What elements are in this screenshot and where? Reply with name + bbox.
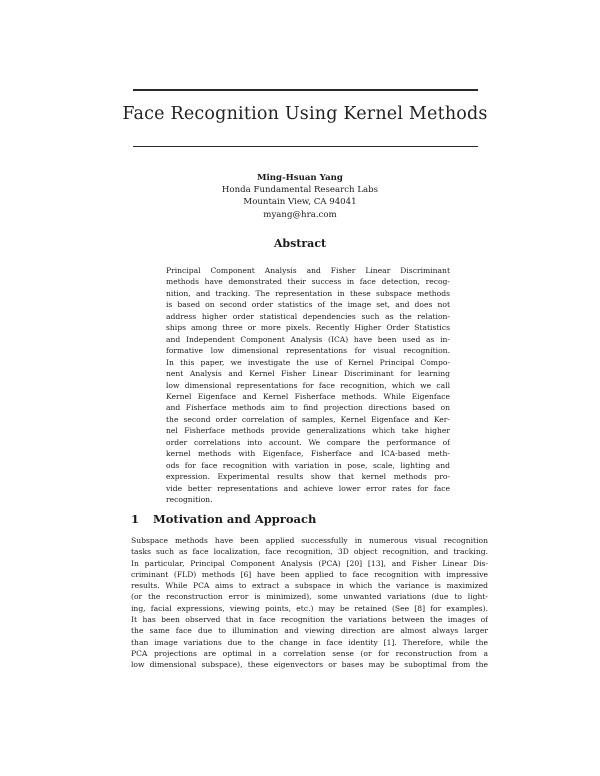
abstract-line: nition, and tracking. The representation in these subspace methods [166,288,450,298]
abstract-line: nel Fisherface methods provide generalizations which take higher [166,426,450,436]
body-line: criminant (FLD) methods [6] have been applied to face recognition with impressive [131,569,488,579]
section-number: 1 [131,512,140,526]
abstract-line: nent Analysis and Kernel Fisher Linear Discriminant for learning [166,369,450,379]
author-email: myang@hra.com [263,209,337,220]
body-line: results. While PCA aims to extract a subspace in which the variance is maximized [131,581,488,591]
author-affiliation: Honda Fundamental Research Labs [221,185,379,196]
body-line: the same face due to illumination and viewing direction are almost always larger [131,626,488,636]
abstract-line: Kernel Eigenface and Kernel Fisherface methods. While Eigenface [166,391,450,401]
abstract-line: formative low dimensional representations for visual recognition. [166,346,450,356]
abstract-line: address higher order statistical dependencies such as the relation- [166,311,450,321]
author-name: Ming-Hsuan Yang [257,173,343,183]
body-line: Subspace methods have been applied successfully in numerous visual recognition [131,536,488,545]
abstract-line: ships among three or more pixels. Recently Higher Order Statistics [166,323,450,333]
abstract-line: the second order correlation of samples, Kernel Eigenface and Ker- [166,414,450,424]
author-block [150,172,450,221]
title-bottom-rule [133,146,478,147]
author-location: Mountain View, CA 94041 [243,197,357,208]
abstract-line: ods for face recognition with variation in pose, scale, lighting and [166,460,450,470]
body-line: tasks such as face localization, face recognition, 3D object recognition, and tracking. [131,547,488,557]
abstract-line: is based on second order statistics of the image set, and does not [166,300,450,310]
abstract-line: low dimensional representations for face recognition, which we call [166,380,450,390]
abstract-line: and Fisherface methods aim to find projection directions based on [166,403,450,413]
body-line: PCA projections are optimal in a correlation sense (or for reconstruction from a [131,648,488,658]
abstract-line: and Independent Component Analysis (ICA) have been used as in- [166,334,450,344]
abstract-line: Principal Component Analysis and Fisher Linear Discriminant [166,266,450,275]
body-line: low dimensional subspace), these eigenvectors or bases may be suboptimal from the [131,660,488,670]
abstract-body [166,265,450,506]
abstract-line: recognition. [166,495,213,505]
body-line: than image variations due to the change in face identity [1]. Therefore, while the [131,637,488,647]
abstract-line: kernel methods with Eigenface, Fisherface and ICA-based meth- [166,449,450,459]
abstract-line: expression. Experimental results show that kernel methods pro- [166,472,450,482]
body-line: ing, facial expressions, viewing points, etc.) may be retained (See [8] for examples). [131,603,488,613]
abstract-line: order correlations into account. We compare the performance of [166,437,450,447]
section-title: Motivation and Approach [153,512,317,526]
abstract-line: In this paper, we investigate the use of Kernel Principal Compo- [166,357,450,367]
body-line: (or the reconstruction error is minimized), some unwanted variations (due to light- [131,592,488,602]
body-line: It has been observed that in face recognition the variations between the images of [131,615,488,625]
abstract-line: vide better representations and achieve lower error rates for face [166,483,450,493]
body-line: In particular, Principal Component Analysis (PCA) [20] [13], and Fisher Linear Dis- [131,558,488,568]
abstract-heading: Abstract [273,237,327,250]
title-top-rule [133,89,478,91]
section-body [131,535,488,671]
abstract-line: methods have demonstrated their success in face detection, recog- [166,277,450,287]
paper-title: Face Recognition Using Kernel Methods [122,104,488,124]
section-heading [131,512,316,526]
